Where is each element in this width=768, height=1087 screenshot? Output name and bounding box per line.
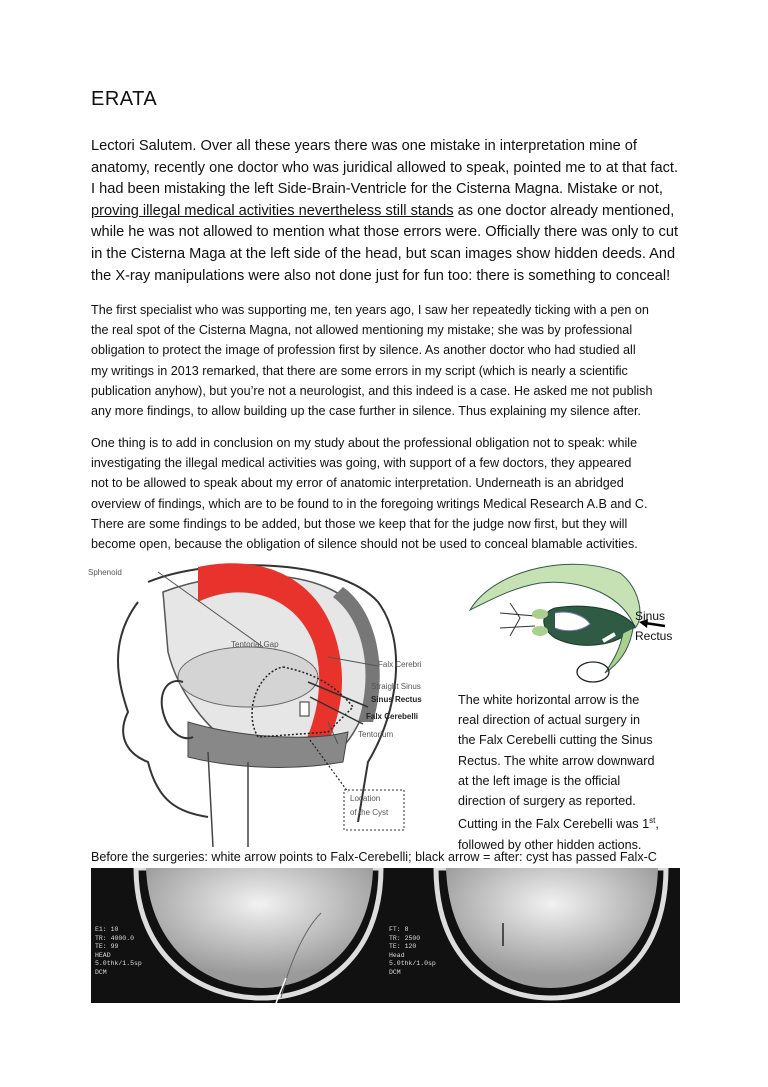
label-tentorium: Tentorium: [358, 730, 394, 739]
label-sphenoid: Sphenoid: [88, 568, 122, 577]
label-location: Location: [350, 794, 381, 803]
label-falx-cerebri: Falx Cerebri: [378, 660, 422, 669]
text-line: not to be allowed to speak about my error of anatomic interpretation. Underneath is an abridged: [91, 476, 624, 491]
underlined-phrase: proving illegal medical activities nevertheless still stands: [91, 202, 454, 219]
label-straight-sinus: Straight Sinus: [371, 682, 421, 691]
head-anatomy-drawing: [88, 562, 453, 847]
label-sinus: Sinus: [635, 609, 666, 623]
text-line: the real spot of the Cisterna Magna, not allowed mentioning my mistake; she was by professional: [91, 323, 633, 338]
text-line: proving illegal medical activities nevertheless still stands as one doctor already mentioned,: [91, 202, 675, 219]
text-line: anatomy, recently one doctor who was juridical allowed to speak, pointed me to at that fact.: [91, 159, 679, 176]
mri-scans-drawing: [91, 868, 680, 1003]
paragraph-specialist: [91, 300, 691, 421]
paragraph-conclusion: [91, 433, 691, 554]
text-line: the X-ray manipulations were also not done just for fun too: there is something to conceal!: [91, 267, 671, 284]
text-line: my writings in 2013 remarked, that there are some errors in my script (which is nearly a scientific: [91, 363, 628, 378]
text-line: Lectori Salutem. Over all these years there was one mistake in interpretation mine of: [91, 138, 637, 154]
caption-line: The white horizontal arrow is the: [458, 693, 640, 707]
caption-line: at the left image is the official: [458, 773, 621, 788]
scan-caption: Before the surgeries: white arrow points to Falx-Cerebelli; black arrow = after: cyst has passed Falx-C: [91, 850, 657, 864]
text-line: in the Cisterna Maga at the left side of the head, but scan images show hidden deeds. And: [91, 245, 676, 262]
text-line: There are some findings to be added, but those we keep that for the judge now first, but they will: [91, 516, 628, 531]
caption-line: real direction of actual surgery in: [458, 713, 641, 728]
label-sinus-rectus: Sinus Rectus: [371, 695, 422, 704]
text-line: obligation to protect the image of profession first by silence. As another doctor who had studied all: [91, 343, 636, 358]
white-arrow-down-icon: [300, 702, 309, 716]
black-arrow-left-icon: [645, 623, 665, 626]
label-tentorial-gap: Tentorial Gap: [231, 640, 279, 649]
text-line: become open, because the obligation of silence should not be used to conceal blamable activities.: [91, 537, 638, 552]
paragraph-intro: [91, 136, 691, 287]
caption-line: the Falx Cerebelli cutting the Sinus: [458, 733, 653, 748]
caption-line: direction of surgery as reported.: [458, 794, 636, 809]
text-line: The first specialist who was supporting me, ten years ago, I saw her repeatedly ticking with a pen on: [91, 303, 649, 317]
text-line: any more findings, to allow building up the case further in silence. Thus explaining my silence after.: [91, 404, 641, 419]
text-line: publication anyhow), but you’re not a neurologist, and this indeed is a case. He asked me not publish: [91, 383, 653, 398]
head-anatomy-figure: [88, 562, 453, 847]
label-falx-cerebelli: Falx Cerebelli: [366, 712, 419, 721]
text-line: I had been mistaking the left Side-Brain-Ventricle for the Cisterna Magna. Mistake or not,: [91, 181, 663, 198]
label-rectus: Rectus: [635, 629, 673, 643]
sinus-rectus-schematic: [455, 558, 690, 683]
caption-line: Cutting in the Falx Cerebelli was 1st,: [458, 816, 659, 832]
text-line: One thing is to add in conclusion on my study about the professional obligation not to speak: while: [91, 436, 638, 450]
figure-caption: [458, 690, 688, 855]
text-line: overview of findings, which are to be found to in the foregoing writings Medical Research A.B and C.: [91, 496, 648, 511]
caption-line: followed by other hidden actions.: [458, 837, 642, 852]
mri-scan-images: E1: 10 TR: 4000.0 TE: 99 HEAD 5.0thk/1.5sp DCM FT: 8 TR: 2500 TE: 120 Head 5.0thk/1.0sp DCM: [91, 868, 680, 1003]
label-of-the-cyst: of the Cyst: [350, 808, 389, 817]
page-title: ERATA: [91, 88, 158, 110]
text-line: investigating the illegal medical activities was going, with support of a few doctors, they appeared: [91, 456, 632, 471]
text-line: while he was not allowed to mention what those errors were. Officially there was only to cut: [91, 224, 679, 241]
caption-line: Rectus. The white arrow downward: [458, 753, 655, 768]
